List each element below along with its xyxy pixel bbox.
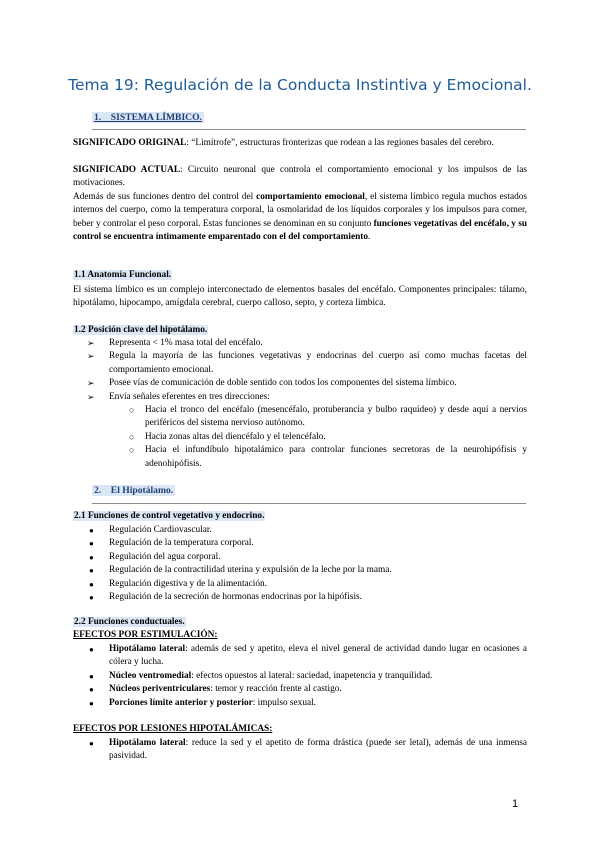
stimulation-effects-list <box>73 643 527 710</box>
arrow-bullet-icon: ➢ <box>87 338 95 348</box>
significado-original: SIGNIFICADO ORIGINAL: “Limítrofe”, estructuras fronterizas que rodean a las regiones basales del cerebro. <box>73 138 494 148</box>
section-1-heading <box>92 112 204 123</box>
dot-bullet-icon: ● <box>89 593 94 603</box>
section-2-divider <box>92 503 526 504</box>
list-item: ➢ Envía señales eferentes en tres direcciones: <box>73 391 527 404</box>
page-number: 1 <box>512 798 519 810</box>
subsection-2-1-heading: 2.1 Funciones de control vegetativo y endocrino. <box>74 511 265 521</box>
subsection-1-2-heading: 1.2 Posición clave del hipotálamo. <box>74 325 208 335</box>
dot-bullet-icon: ● <box>89 579 94 589</box>
list-item: ○ Hacia el tronco del encéfalo (mesencéfalo, protuberancia y bulbo raquídeo) y desde aquí a nervios periféricos del sistema nervioso autónomo. <box>129 405 527 429</box>
lesion-effects-list <box>73 737 527 764</box>
efferent-directions-list <box>73 404 527 471</box>
dot-bullet-icon: ● <box>89 645 94 654</box>
significado-actual: SIGNIFICADO ACTUAL: Circuito neuronal que controla el comportamiento emocional y los impulsos de las motivaciones. <box>73 165 527 189</box>
circle-bullet-icon: ○ <box>129 445 135 456</box>
list-item: ● Regulación de la secreción de hormonas endocrinas por la hipófisis. <box>73 591 527 604</box>
document-title: Tema 19: Regulación de la Conducta Instintiva y Emocional. <box>68 76 532 94</box>
list-item: ● Regulación de la temperatura corporal. <box>73 537 527 550</box>
section-1-paragraph: Además de sus funciones dentro del control del comportamiento emocional, el sistema límbico regula muchos estados internos del cuerpo, como la temperatura corporal, la osmolaridad de los líquidos corporales y los impulsos para comer, beber y controlar el peso corporal. Estas funciones se denominan en su conjunto funciones vegetativas del encéfalo, y su control se encuentra íntimamente emparentado con el del comportamiento. <box>73 192 527 243</box>
list-item: ● Regulación de la contractilidad uterina y expulsión de la leche por la mama. <box>73 564 527 577</box>
list-item: ● Porciones límite anterior y posterior: impulso sexual. <box>73 697 527 710</box>
list-item: ● Regulación Cardiovascular. <box>73 524 527 537</box>
section-1-title: SISTEMA LÍMBICO. <box>110 112 202 123</box>
list-item: ● Núcleos periventriculares: temor y reacción frente al castigo. <box>73 683 527 696</box>
dot-bullet-icon: ● <box>89 671 94 681</box>
list-item: ➢ Representa < 1% masa total del encéfalo. <box>73 337 527 350</box>
arrow-bullet-icon: ➢ <box>87 378 95 389</box>
dot-bullet-icon: ● <box>89 698 94 708</box>
list-item: ● Núcleo ventromedial: efectos opuestos al lateral: saciedad, inapetencia y tranquilidad. <box>73 670 527 683</box>
hipotalamo-list <box>73 337 527 404</box>
section-1-number: 1. <box>94 112 102 123</box>
dot-bullet-icon: ● <box>89 552 94 562</box>
control-functions-list <box>73 524 527 604</box>
circle-bullet-icon: ○ <box>129 431 135 442</box>
subsection-1-1-heading: 1.1 Anatomía Funcional. <box>74 270 172 280</box>
section-2-number: 2. <box>94 485 102 496</box>
list-item: ➢ Posee vías de comunicación de doble sentido con todos los componentes del sistema límbico. <box>73 377 527 390</box>
arrow-bullet-icon: ➢ <box>87 391 95 402</box>
lesion-effects-heading: EFECTOS POR LESIONES HIPOTALÁMICAS: <box>73 724 273 734</box>
stimulation-effects-heading: EFECTOS POR ESTIMULACIÓN: <box>73 630 218 640</box>
dot-bullet-icon: ● <box>89 739 94 748</box>
dot-bullet-icon: ● <box>89 566 94 576</box>
section-2-title: El Hipotálamo. <box>110 485 174 496</box>
list-item: ○ Hacia zonas altas del diencéfalo y el telencéfalo. <box>73 431 527 444</box>
list-item: ● Hipotálamo lateral: reduce la sed y el apetito de forma drástica (puede ser letal), además de una inmensa pasividad. <box>89 738 528 762</box>
list-item: ➢ Regula la mayoría de las funciones vegetativas y endocrinas del cuerpo así como muchas facetas del comportamiento emocional. <box>87 351 527 375</box>
list-item: ○ Hacia el infundíbulo hipotalámico para controlar funciones secretoras de la neurohipófisis y adenohipófisis. <box>129 445 527 469</box>
arrow-bullet-icon: ➢ <box>87 351 95 362</box>
dot-bullet-icon: ● <box>89 685 94 695</box>
list-item: ● Regulación del agua corporal. <box>73 551 527 564</box>
subsection-1-1-text: El sistema límbico es un complejo interconectado de elementos basales del encéfalo. Componentes principales: tálamo, hipotálamo, hipocampo, amígdala cerebral, cuerpo calloso, septo, y corteza límbica. <box>73 285 527 309</box>
section-2-heading <box>92 485 175 496</box>
circle-bullet-icon: ○ <box>129 405 135 415</box>
list-item: ● Hipotálamo lateral: además de sed y apetito, eleva el nivel general de actividad dando lugar en ocasiones a cólera y lucha. <box>89 644 527 668</box>
dot-bullet-icon: ● <box>89 526 94 535</box>
dot-bullet-icon: ● <box>89 539 94 549</box>
subsection-2-2-heading: 2.2 Funciones conductuales. <box>74 617 185 627</box>
section-1-divider <box>92 129 526 130</box>
list-item: ● Regulación digestiva y de la alimentación. <box>73 578 527 591</box>
